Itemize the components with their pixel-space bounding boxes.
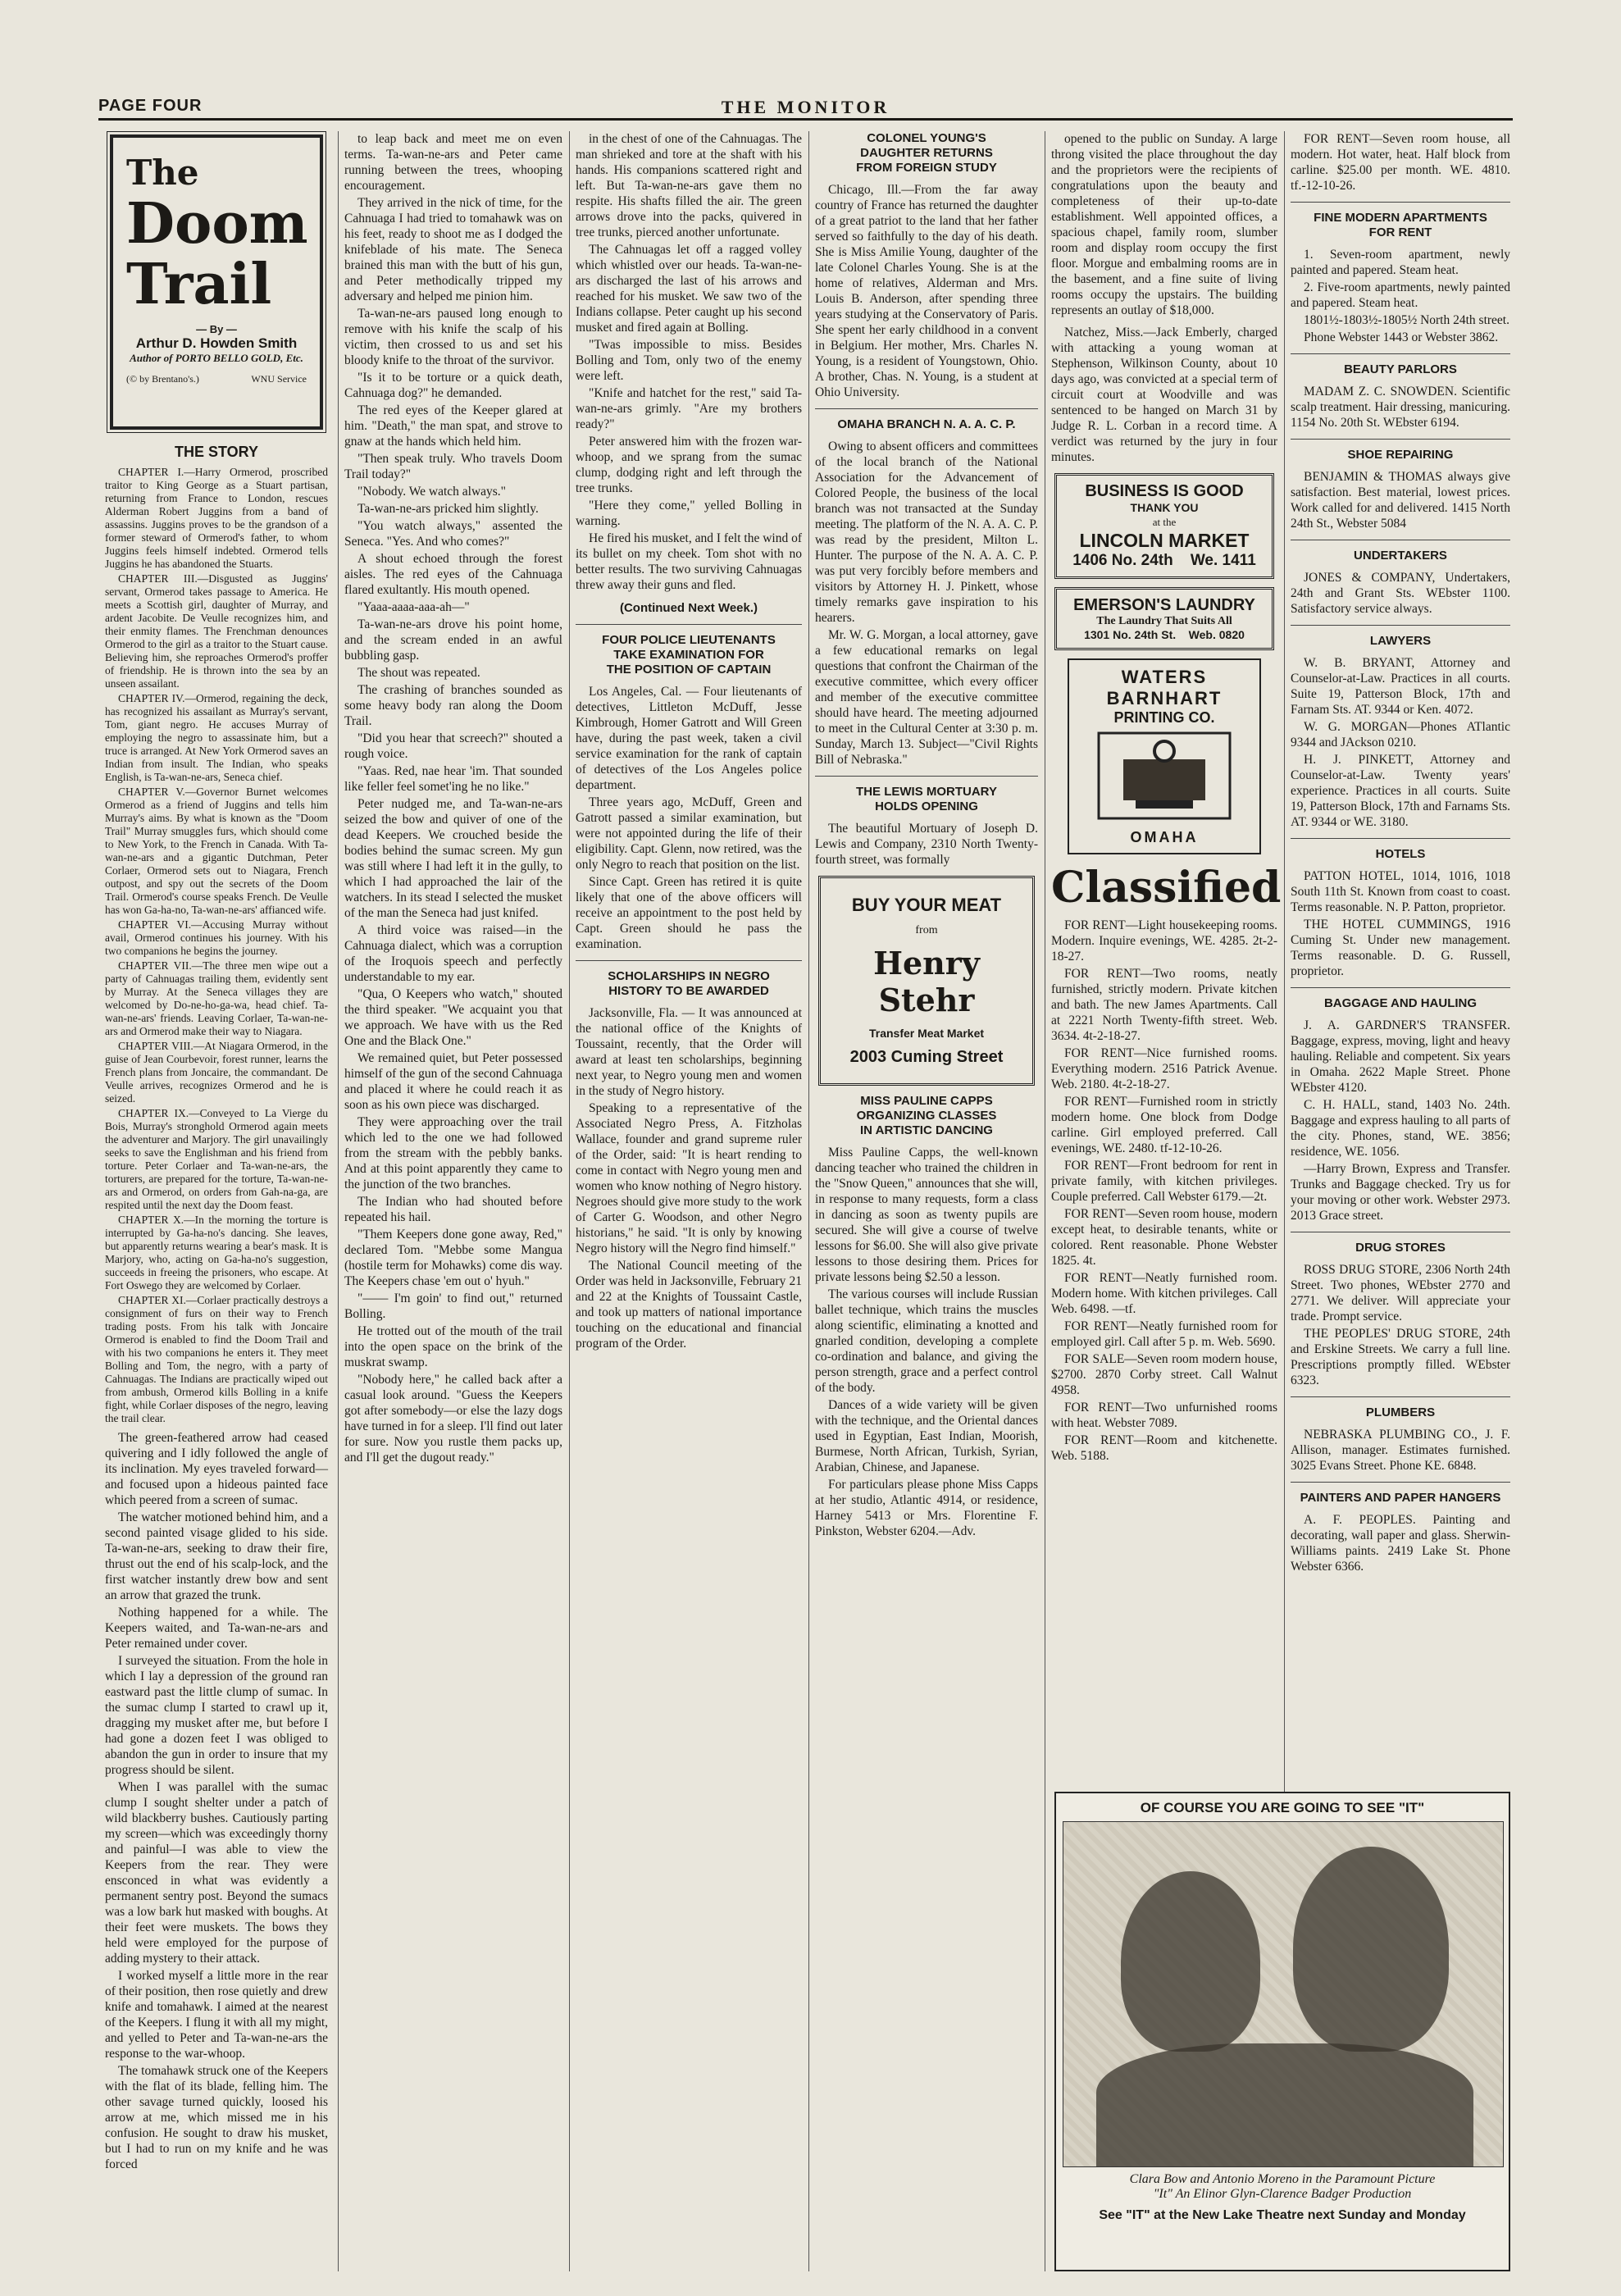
young-article	[815, 182, 1038, 400]
classified-ad: FOR RENT—Neatly furnished room. Modern home. With kitchen privileges. Call Web. 6498. —tf.	[1051, 1271, 1277, 1316]
story-paragraph: A third voice was raised—in the Cahnuaga dialect, which was a corruption of the Iroquois speech and perfectly understandable to my ear.	[344, 923, 562, 984]
directory-heading: DRUG STORES	[1355, 1241, 1446, 1255]
story-ending	[576, 131, 802, 593]
copyright: (© by Brentano's.)	[126, 373, 199, 385]
capps-article	[815, 1145, 1038, 1539]
article-paragraph: For particulars please phone Miss Capps at her studio, Atlantic 4914, or residence, Harney 5413 or Mrs. Florentine F. Pinkston, Webster 6204.—Adv.	[815, 1478, 1038, 1538]
article-paragraph: Speaking to a representative of the Associated Negro Press, A. Fitzholas Wallace, founder and grand supreme ruler of the Order, said: "It is heart rending to come in contact with Negro young men and women who know nothing of Negro history. Negroes should give more study to the work of Carter G. Woodson, and other Negro historians," he said. "It is only by knowing Negro history will the Negro find himself."	[576, 1101, 802, 1255]
story-paragraph: "Knife and hatchet for the rest," said Ta-wan-ne-ars grimly. "Are my brothers ready?"	[576, 386, 802, 431]
story-paragraph: The tomahawk struck one of the Keepers with the flat of its blade, felling him. The other savage turned quickly, loosed his arrow at me, which missed me in his confusion. He sought to draw his musket, but I had to run on my knife and he was forced	[105, 2064, 328, 2171]
title-trail: Trail	[126, 252, 272, 317]
directory-listing: H. J. PINKETT, Attorney and Counselor-at-Law. Twenty years' experience. Practices in all courts. Suite 19, Patterson Block, 17th and Farnams Sts. AT. 9344 or WE. 3180.	[1291, 753, 1510, 829]
article-paragraph: The beautiful Mortuary of Joseph D. Lewis and Company, 2310 North Twenty-fourth street, was formally	[815, 822, 1038, 867]
story-paragraph: "Did you hear that screech?" shouted a rough voice.	[344, 731, 562, 761]
emerson-laundry-ad: EMERSON'S LAUNDRY The Laundry That Suits All 1301 No. 24th St. Web. 0820	[1054, 587, 1274, 650]
article-paragraph: Mr. W. G. Morgan, a local attorney, gave a few educational remarks on legal questions that confront the Chairman of the executive committee, which every officer and member of the executive committee should have heard. The meeting adjourned to meet in the Cultural Center at 3:30 p. m. Sunday, March 13. Subject—"Civil Rights Bill of Nebraska."	[815, 628, 1038, 767]
wire-service: WNU Service	[251, 373, 307, 385]
column-rule	[338, 131, 339, 2271]
directory-listing: THE HOTEL CUMMINGS, 1916 Cuming St. Under new management. Terms reasonable. D. G. Russell, proprietor.	[1291, 918, 1510, 978]
lincoln-market-ad: BUSINESS IS GOOD THANK YOU at the LINCOLN MARKET 1406 No. 24th We. 1411	[1054, 473, 1274, 579]
story-paragraph: The green-feathered arrow had ceased quivering and I idly followed the angle of its inclination. My eyes traveled forward—and focused upon a hideous painted face which peered from a screen of sumac.	[105, 1431, 328, 1507]
story-paragraph: Nothing happened for a while. The Keepers waited, and Ta-wan-ne-ars and Peter remained under cover.	[105, 1606, 328, 1651]
mortuary-headline: THE LEWIS MORTUARY HOLDS OPENING	[856, 785, 997, 813]
apartment-item: 1. Seven-room apartment, newly painted and papered. Steam heat.	[1291, 248, 1510, 277]
classified-ad: FOR RENT—Nice furnished rooms. Everything modern. 2516 Patrick Avenue. Web. 2180. 4t-2-18-27.	[1051, 1046, 1277, 1091]
apartments-headline: FINE MODERN APARTMENTS FOR RENT	[1314, 211, 1487, 239]
chapter-summary: CHAPTER IV.—Ormerod, regaining the deck, has recognized his assailant as Murray's servant, Tom, giant negro. He accuses Murray of employing the negro to assassinate him, but a truce is arranged. At New York Ormerod saves an Indian from insult. The Indian, who speaks English, is Ta-wan-ne-ars, Seneca chief.	[105, 692, 328, 783]
story-paragraph: I worked myself a little more in the rear of their position, then rose quietly and drew knife and tomahawk. I aimed at the nearest of the Keepers. I flung it with all my might, and yelled to Peter and Ta-wan-ne-ars the response to the war-whoop.	[105, 1969, 328, 2061]
story-continuation	[344, 131, 562, 1465]
article-paragraph: The National Council meeting of the Order was held in Jacksonville, February 21 and 22 at the Knights of Toussaint Castle, and took up matters of national importance touching on the educational and financial program of the Order.	[576, 1259, 802, 1351]
story-paragraph: Ta-wan-ne-ars pricked him slightly.	[357, 502, 539, 516]
author: Arthur D. Howden Smith	[135, 335, 298, 351]
story-paragraph: "Is it to be torture or a quick death, Cahnuaga dog?" he demanded.	[344, 371, 562, 400]
story-paragraph: The watcher motioned behind him, and a second painted visage glided to his side. Ta-wan-ne-ars, seeking to draw their fire, thrust out the end of his scalp-lock, and the first watcher instantly drew bow and sent an arrow that grazed the trunk.	[105, 1510, 328, 1602]
it-movie-ad	[1054, 1792, 1510, 2271]
clara-bow-antonio-moreno-photo	[1063, 1821, 1504, 2167]
chapter-summary: CHAPTER IX.—Conveyed to La Vierge du Bois, Murray's stronghold Ormerod again meets the adventurer and Marjory. The girl unavailingly seeks to save the Englishman and his friend from torture. Peter Corlaer and Ta-wan-ne-ars, the torturers, are prepared for the torture, Ta-wan-ne-ars and Ormerod, on orders from Gah-na-ga, are respited until the next day the Doom feast.	[105, 1107, 328, 1211]
directory-heading: PLUMBERS	[1365, 1405, 1436, 1419]
it-ad-footer: See "IT" at the New Lake Theatre next Sunday and Monday	[1099, 2208, 1466, 2222]
column-4	[815, 131, 1038, 2271]
directory-listing: JONES & COMPANY, Undertakers, 24th and Grant Sts. WEbster 1100. Satisfactory service always.	[1291, 571, 1510, 616]
article-paragraph: Since Capt. Green has retired it is quite likely that one of the above officers will receive an appointment to the post held by Capt. Green should he pass the examination.	[576, 875, 802, 951]
classified-ad: FOR RENT—Furnished room in strictly modern home. One block from Dodge carline. Girl employed preferred. Call evenings, WE. 2480. tf-12-10-26.	[1051, 1095, 1277, 1155]
story-paragraph: "Then speak truly. Who travels Doom Trail today?"	[344, 452, 562, 481]
story-heading: THE STORY	[174, 444, 258, 460]
story-paragraph: The crashing of branches sounded as some heavy body ran along the Doom Trail.	[344, 683, 562, 728]
story-paragraph: to leap back and meet me on even terms. Ta-wan-ne-ars and Peter came running between the trees, whooping encouragement.	[344, 132, 562, 193]
classified-ad: FOR RENT—Two unfurnished rooms with heat. Webster 7089.	[1051, 1401, 1277, 1430]
directory-heading: BAGGAGE AND HAULING	[1323, 996, 1478, 1010]
directory-listing: BENJAMIN & THOMAS always give satisfaction. Best material, lowest prices. Work called for and delivered. 1415 North 24th St., Webster 5084	[1291, 470, 1510, 531]
directory-listing: ROSS DRUG STORE, 2306 North 24th Street. Two phones, WEbster 2770 and 2771. We deliver. Will appreciate your trade. Prompt service.	[1291, 1263, 1510, 1323]
column-rule	[808, 131, 809, 2271]
directory-listing: MADAM Z. C. SNOWDEN. Scientific scalp treatment. Hair dressing, manicuring. 1154 No. 20th St. WEbster 6194.	[1291, 385, 1510, 430]
story-paragraph: They arrived in the nick of time, for the Cahnuaga I had tried to tomahawk was on his feet, ready to shoot me as I dodged the knifeblade of his mate. The Seneca brained this man with the butt of his gun, and Peter methodically tripped my adversary and helped me pinion him.	[344, 196, 562, 303]
classified-ad: FOR RENT—Light housekeeping rooms. Modern. Inquire evenings, WE. 4285. 2t-2-18-27.	[1051, 918, 1277, 963]
column-3	[576, 131, 802, 2271]
page-number: PAGE FOUR	[98, 97, 203, 115]
mortuary-article	[815, 821, 1038, 868]
story-paragraph: Ta-wan-ne-ars paused long enough to remove with his knife the scalp of his victim, then crossed to us and set his bloody knife to the throat of the survivor.	[344, 307, 562, 367]
article-paragraph: Three years ago, McDuff, Green and Gatrott passed a similar examination, but were not appointed during the life of their eligibility. Capt. Glenn, now retired, was the only Negro to reach that position on the list.	[576, 795, 802, 872]
article-paragraph: Miss Pauline Capps, the well-known dancing teacher who trained the children in the "Snow Queen," announces that she will, in response to many requests, form a class in dancing as soon as twenty pupils are secured. She will give a course of twelve lessons for $6.00. She will also give private lessons to those desiring them. Prices for private lessons being $2.50 a lesson.	[815, 1146, 1038, 1284]
scholarship-article	[576, 1005, 802, 1351]
story-synopsis	[105, 466, 328, 1425]
story-paragraph: "Yaas. Red, nae hear 'im. That sounded like feller feel somet'ing he no like."	[344, 764, 562, 794]
rent-top: FOR RENT—Seven room house, all modern. Hot water, heat. Half block from carline. $25.00 per month. WE. 4810. tf.-12-10-26.	[1291, 132, 1510, 193]
title-the: The	[126, 153, 199, 193]
classified-ad: FOR RENT—Neatly furnished room for employed girl. Call after 5 p. m. Web. 5690.	[1051, 1319, 1277, 1349]
directory-heading: HOTELS	[1375, 847, 1426, 861]
story-paragraph: The shout was repeated.	[357, 666, 480, 680]
column-6	[1291, 131, 1510, 1574]
story-paragraph: Ta-wan-ne-ars drove his point home, and the scream ended in an awful bubbling gasp.	[344, 617, 562, 663]
story-paragraph: The Indian who had shouted before repeated his hail.	[344, 1195, 562, 1224]
title-doom: Doom	[126, 191, 308, 257]
story-paragraph: "Nobody. We watch always."	[357, 485, 507, 499]
doom-trail-title-box	[110, 134, 323, 430]
chapter-summary: CHAPTER III.—Disgusted as Juggins' servant, Ormerod takes passage to America. He meets a Scottish girl, daughter of Murray, and ardent Jacobite. De Veulle recognizes him, and their enmity flames. The Frenchman denounces Ormerod to the girl as a traitor to the Stuart cause. Believing him, she reproaches Ormerod's proffer of friendship. He is thrown into the sea by an unseen assailant.	[105, 572, 328, 690]
story-paragraph: "—— I'm goin' to find out," returned Bolling.	[344, 1292, 562, 1321]
natchez-article: Natchez, Miss.—Jack Emberly, charged with attacking a young woman at Stephenson, Wilkinson County, about 10 days ago, was convicted at a special term of circuit court at Woodville and was sentenced to be hanged on March 31 by Judge R. L. Corban in a record time. A verdict was returned by the jury in four minutes.	[1051, 326, 1277, 464]
story-paragraph: "Here they come," yelled Bolling in warning.	[576, 499, 802, 528]
apartment-item: Phone Webster 1443 or Webster 3862.	[1304, 330, 1499, 344]
story-paragraph: The Cahnuagas let off a ragged volley which whistled over our heads. Ta-wan-ne-ars discharged the last of his arrows and reached for his musket. We saw two of the Indians collapse. Peter caught up his second musket and fired again at Bolling.	[576, 243, 802, 335]
mortuary-continued	[1051, 131, 1277, 318]
chapter-summary: CHAPTER VIII.—At Niagara Ormerod, in the guise of Jean Courbevoir, forest runner, learns the French plans from Joncaire, the commandant. De Veulle arrives, recognizes Ormerod and he is seized.	[105, 1040, 328, 1105]
story-paragraph: "Yaaa-aaaa-aaa-ah—"	[357, 600, 470, 614]
directory-listing: THE PEOPLES' DRUG STORE, 24th and Erskine Streets. We carry a full line. Prescriptions promptly filled. WEbster 6323.	[1291, 1327, 1510, 1387]
byline: — By —	[196, 323, 237, 335]
story-paragraph: Peter nudged me, and Ta-wan-ne-ars seized the bow and quiver of one of the dead Keepers. We crouched beside the bodies behind the sumac screen. My gun was still where I had left it in the gully, to which I had approached the lair of the watchers. In its stead I selected the musket of the man the Seneca had just knifed.	[344, 797, 562, 920]
apartments-list	[1291, 247, 1510, 345]
directory-listing: W. G. MORGAN—Phones ATlantic 9344 and JAckson 0210.	[1291, 720, 1510, 749]
young-headline: COLONEL YOUNG'S DAUGHTER RETURNS FROM FOREIGN STUDY	[856, 131, 997, 175]
classified-ad: FOR RENT—Two rooms, neatly furnished, strictly modern. Private kitchen and bath. The new James Apartments. Call at 2221 North Twenty-fifth street. Web. 3634. 4t-2-18-27.	[1051, 967, 1277, 1043]
continued-note: (Continued Next Week.)	[619, 601, 758, 615]
directory-listing: NEBRASKA PLUMBING CO., J. F. Allison, manager. Estimates furnished. 3025 Evans Street. Phone KE. 6848.	[1291, 1428, 1510, 1473]
printing-press-icon	[1091, 727, 1238, 825]
paper-name: THE MONITOR	[721, 97, 890, 117]
story-paragraph: He fired his musket, and I felt the wind of its bullet on my cheek. Tom shot with no better results. The two surviving Cahnuagas threw away their guns and fled.	[576, 531, 802, 592]
it-ad-caption-2: "It" An Elinor Glyn-Clarence Badger Production	[1153, 2187, 1412, 2201]
classified-rentals	[1051, 918, 1277, 1464]
story-paragraph: The red eyes of the Keeper glared at him. "Death," the man spat, and strove to gnaw at the hands which held him.	[344, 403, 562, 449]
story-paragraph: We remained quiet, but Peter possessed himself of the gun of the second Cahnuaga and placed it where he could reach it as soon as his own piece was discharged.	[344, 1051, 562, 1112]
directory-listing: C. H. HALL, stand, 1403 No. 24th. Baggage and express hauling to all parts of the city. Phones, stand, WE. 3856; residence, WE. 1056.	[1291, 1098, 1510, 1159]
directory-listing: —Harry Brown, Express and Transfer. Trunks and Baggage checked. Try us for your moving or other work. Webster 2973. 2013 Grace street.	[1291, 1162, 1510, 1223]
article-paragraph: opened to the public on Sunday. A large throng visited the place throughout the day and the proprietors were the recipients of congratulations upon the beauty and completeness of their up-to-date establishment. Well appointed offices, a spacious chapel, family room, slumber room and display room occupy the first floor. Morgue and embalming rooms are in the basement, and a fine suite of living rooms occupy the upstairs. The building represents an outlay of $18,000.	[1051, 132, 1277, 317]
classified-ad: FOR RENT—Seven room house, modern except heat, to desirable tenants, white or colored. Rent reasonable. Phone Webster 1825. 4t.	[1051, 1207, 1277, 1268]
story-paragraph: A shout echoed through the forest aisles. The red eyes of the Cahnuaga flared exultantly. His mouth opened.	[344, 552, 562, 597]
directory-listing: A. F. PEOPLES. Painting and decorating, wall paper and glass. Sherwin-Williams paints. 2419 Lake St. Phone Webster 6366.	[1291, 1513, 1510, 1574]
article-paragraph: Jacksonville, Fla. — It was announced at the national office of the Knights of Toussaint, recently, that the Order will award at least ten scholarships, beginning next year, to Negro young men and women in the study of Negro history.	[576, 1006, 802, 1098]
classified-ad: FOR RENT—Room and kitchenette. Web. 5188.	[1051, 1433, 1277, 1463]
police-headline: FOUR POLICE LIEUTENANTS TAKE EXAMINATION FOR THE POSITION OF CAPTAIN	[602, 633, 776, 676]
directory-listing: J. A. GARDNER'S TRANSFER. Baggage, express, moving, light and heavy hauling. Reliable and competent. Six years in Omaha. 2622 Maple Street. Phone WEbster 4120.	[1291, 1018, 1510, 1095]
story-paragraph: "You watch always," assented the Seneca. "Yes. And who comes?"	[344, 519, 562, 549]
chapter-summary: CHAPTER X.—In the morning the torture is interrupted by Ga-ha-no's dancing. She leaves, but apparently returns wearing a bear's mask. It is Marjory, who, acting on Ga-ha-no's suggestion, succeeds in freeing the prisoners, who escape. At Fort Oswego they are welcomed by Corlaer.	[105, 1214, 328, 1292]
story-paragraph: When I was parallel with the sumac clump I sought shelter under a patch of wild blackberry bushes. Cautiously parting my screen—which was exceedingly thorny and painful—I was able to view the Keepers from the rear. They were ensconced in what was evidently a permanent sentry post. Beyond the sumacs was a low bark hut masked with boughs. At their feet were muskets. The bows they held were employed for the purpose of adding mystery to their attack.	[105, 1780, 328, 1966]
author-note: Author of PORTO BELLO GOLD, Etc.	[130, 352, 303, 364]
column-rule	[569, 131, 570, 2271]
story-paragraph: They were approaching over the trail which led to the one we had followed from the stream with the pebbly banks. And at this point apparently they came to the junction of the two branches.	[344, 1115, 562, 1191]
naacp-article	[815, 439, 1038, 768]
police-article	[576, 684, 802, 952]
article-paragraph: Owing to absent officers and committees of the local branch of the National Association for the Advancement of Colored People, the business of the local branch was not transacted at the Sunday meeting. The platform of the N. A. A. C. P. was read by the president, Milton L. Hunter. The purpose of the N. A. A. C. P. was put very forcibly before members and visitors by Attorney H. J. Pinkett, whose timely remarks gave inspiration to his hearers.	[815, 440, 1038, 625]
directory-listing: W. B. BRYANT, Attorney and Counselor-at-Law. Practices in all courts. Suite 19, Patterson Block, 17th and Farnam Sts. AT. 9344 or Ken. 4072.	[1291, 656, 1510, 717]
chapter-summary: CHAPTER VII.—The three men wipe out a party of Cahnuagas trailing them, evidently sent by Murray. At the Seneca villages they are welcomed by Do-ne-ho-ga-wa, head chief. Ta-wan-ne-ars' friends. Leaving Corlaer, Ta-wan-ne-ars and Ormerod make their way to Niagara.	[105, 959, 328, 1037]
directory-heading: LAWYERS	[1369, 634, 1432, 648]
chapter-summary: CHAPTER XI.—Corlaer practically destroys a consignment of furs on their way to French trading posts. From his talk with Joncaire Ormerod is enabled to find the Doom Trail and with his two companions he enters it. They meet Bolling and Tom, the negro, with a party of Cahnuagas. The Indians are practically wiped out from ambush, Ormerod kills Bolling in a knife fight, while Corlaer disposes of the negro, leaving the trail clear.	[105, 1294, 328, 1424]
chapter-summary: CHAPTER V.—Governor Burnet welcomes Ormerod as a friend of Juggins and tells him Murray's aims. By what is known as the "Doom Trail" Murray smuggles furs, which should come to New York, to the French in Canada. With Ta-wan-ne-ars and a gigantic Dutchman, Peter Corlaer, Ormerod sets out to Niagara, French outpost, and spy out the secrets of the Doom Trail. Ormerod's course speaks French. De Veulle has won Ga-ha-no, Ta-wan-ne-ars' affianced wife.	[105, 786, 328, 916]
story-paragraph: "Twas impossible to miss. Besides Bolling and Tom, only two of the enemy were left.	[576, 338, 802, 383]
story-paragraph: "Nobody here," he called back after a casual look around. "Guess the Keepers got after somebody—or else the lazy dogs have turned in for a sleep. I'll find out later for sure. Now you rustle them packs up, and I'll get the dugout ready."	[344, 1373, 562, 1465]
classified-ad: FOR SALE—Seven room modern house, $2700. 2870 Corby street. Call Walnut 4958.	[1051, 1352, 1277, 1397]
story-paragraph: He trotted out of the mouth of the trail into the open space on the brink of the muskrat swamp.	[344, 1324, 562, 1369]
classified-ad: FOR RENT—Front bedroom for rent in private family, with kitchen privileges. Couple preferred. Call Webster 6179.—2t.	[1051, 1159, 1277, 1204]
column-1	[105, 131, 328, 2271]
article-paragraph: Dances of a wide variety will be given with the technique, and the Oriental dances used in Egyptian, East Indian, Moorish, Burmese, North African, Turkish, Syrian, Arabian, Chinese, and Japanese.	[815, 1398, 1038, 1474]
column-2	[344, 131, 562, 2271]
apartment-item: 1801½-1803½-1805½ North 24th street.	[1304, 313, 1509, 327]
directory-heading: BEAUTY PARLORS	[1344, 362, 1457, 376]
apartment-item: 2. Five-room apartments, newly painted and papered. Steam heat.	[1291, 280, 1510, 310]
directory-listing: PATTON HOTEL, 1014, 1016, 1018 South 11th St. Known from coast to coast. Terms reasonable. N. P. Patton, proprietor.	[1291, 869, 1510, 914]
directory-heading: PAINTERS AND PAPER HANGERS	[1300, 1491, 1501, 1505]
article-paragraph: Los Angeles, Cal. — Four lieutenants of detectives, Littleton McDuff, Jesse Kimbrough, Homer Gatrott and Will Green have, during the past week, taken a civil service examination for the rank of captain of detectives of the Los Angeles police department.	[576, 685, 802, 792]
story-paragraph: I surveyed the situation. From the hole in which I lay a depression of the ground ran eastward past the little clump of sumac. In the sumac clump I started to crawl up it, dragging my musket after me, but before I had gone a dozen feet I was obliged to abandon the gun in order to insure that my progress should be silent.	[105, 1654, 328, 1777]
waters-barnhart-ad: WATERS BARNHART PRINTING CO. OMAHA	[1068, 658, 1261, 854]
chapter-summary: CHAPTER I.—Harry Ormerod, proscribed traitor to King George as a Stuart partisan, returning from France to London, rescues Alderman Robert Juggins from a band of assassins. Juggins proves to be the grandson of a former steward of Ormerod's father, to whom Juggins feels himself indebted. Ormerod tells Juggins he has abandoned the Stuarts.	[105, 466, 328, 570]
story-paragraph: "Them Keepers done gone away, Red," declared Tom. "Mebbe some Mangua (hostile term for Mohawks) come dis way. The Keepers chase 'em out o' hyuh."	[344, 1228, 562, 1288]
article-paragraph: The various courses will include Russian ballet technique, which trains the muscles along scientific, eliminating a knotted and gnarled condition, developing a complete co-ordination and balance, and giving the person strength, grace and a perfect control of the body.	[815, 1287, 1038, 1395]
article-paragraph: Chicago, Ill.—From the far away country of France has returned the daughter of a great patriot to the land that her father served so faithfully to the day of his death. She is Miss Amilie Young, daughter of the late Colonel Charles Young. She is at the home of relatives, Alderman and Mrs. Louis B. Anderson, after spending three years studying at the Conservatory of Paris. She spent her early childhood in a convent in Belgium. Her mother, Mrs. Charles N. Young, is a resident of Youngstown, Ohio. A brother, Chas. N. Young, is a student at Ohio University.	[815, 183, 1038, 399]
directory-heading: SHOE REPAIRING	[1347, 448, 1454, 462]
masthead	[98, 97, 1513, 121]
story-paragraph: Peter answered him with the frozen war-whoop, and we sprang from the sumac clump, dodging right and left through the tree trunks.	[576, 435, 802, 495]
story-paragraph: in the chest of one of the Cahnuagas. The man shrieked and tore at the shaft with his hands. His companions scattered right and left. But Ta-wan-ne-ars gave them no respite. His shafts filled the air. The green arrows drove into the packs, quivered in tree trunks, pierced another unfortunate.	[576, 132, 802, 239]
it-ad-headline: OF COURSE YOU ARE GOING TO SEE "IT"	[1140, 1800, 1425, 1815]
naacp-headline: OMAHA BRANCH N. A. A. C. P.	[837, 417, 1016, 431]
story-body	[105, 1430, 328, 2172]
scholarship-headline: SCHOLARSHIPS IN NEGRO HISTORY TO BE AWARDED	[608, 969, 770, 998]
story-paragraph: "Qua, O Keepers who watch," shouted the third speaker. "We acquaint you that we approach. We have with us the Red One and the Black One."	[344, 987, 562, 1048]
directory-heading: UNDERTAKERS	[1354, 549, 1447, 563]
chapter-summary: CHAPTER VI.—Accusing Murray without avail, Ormerod continues his journey. With his two companions he begins the journey.	[105, 918, 328, 957]
business-directory	[1291, 353, 1510, 1574]
it-ad-caption-1: Clara Bow and Antonio Moreno in the Paramount Picture	[1129, 2172, 1436, 2186]
capps-headline: MISS PAULINE CAPPS ORGANIZING CLASSES IN ARTISTIC DANCING	[856, 1094, 997, 1137]
classified-title: Classified	[1051, 863, 1282, 913]
henry-stehr-ad: BUY YOUR MEAT from Henry Stehr Transfer Meat Market 2003 Cuming Street	[818, 876, 1035, 1086]
